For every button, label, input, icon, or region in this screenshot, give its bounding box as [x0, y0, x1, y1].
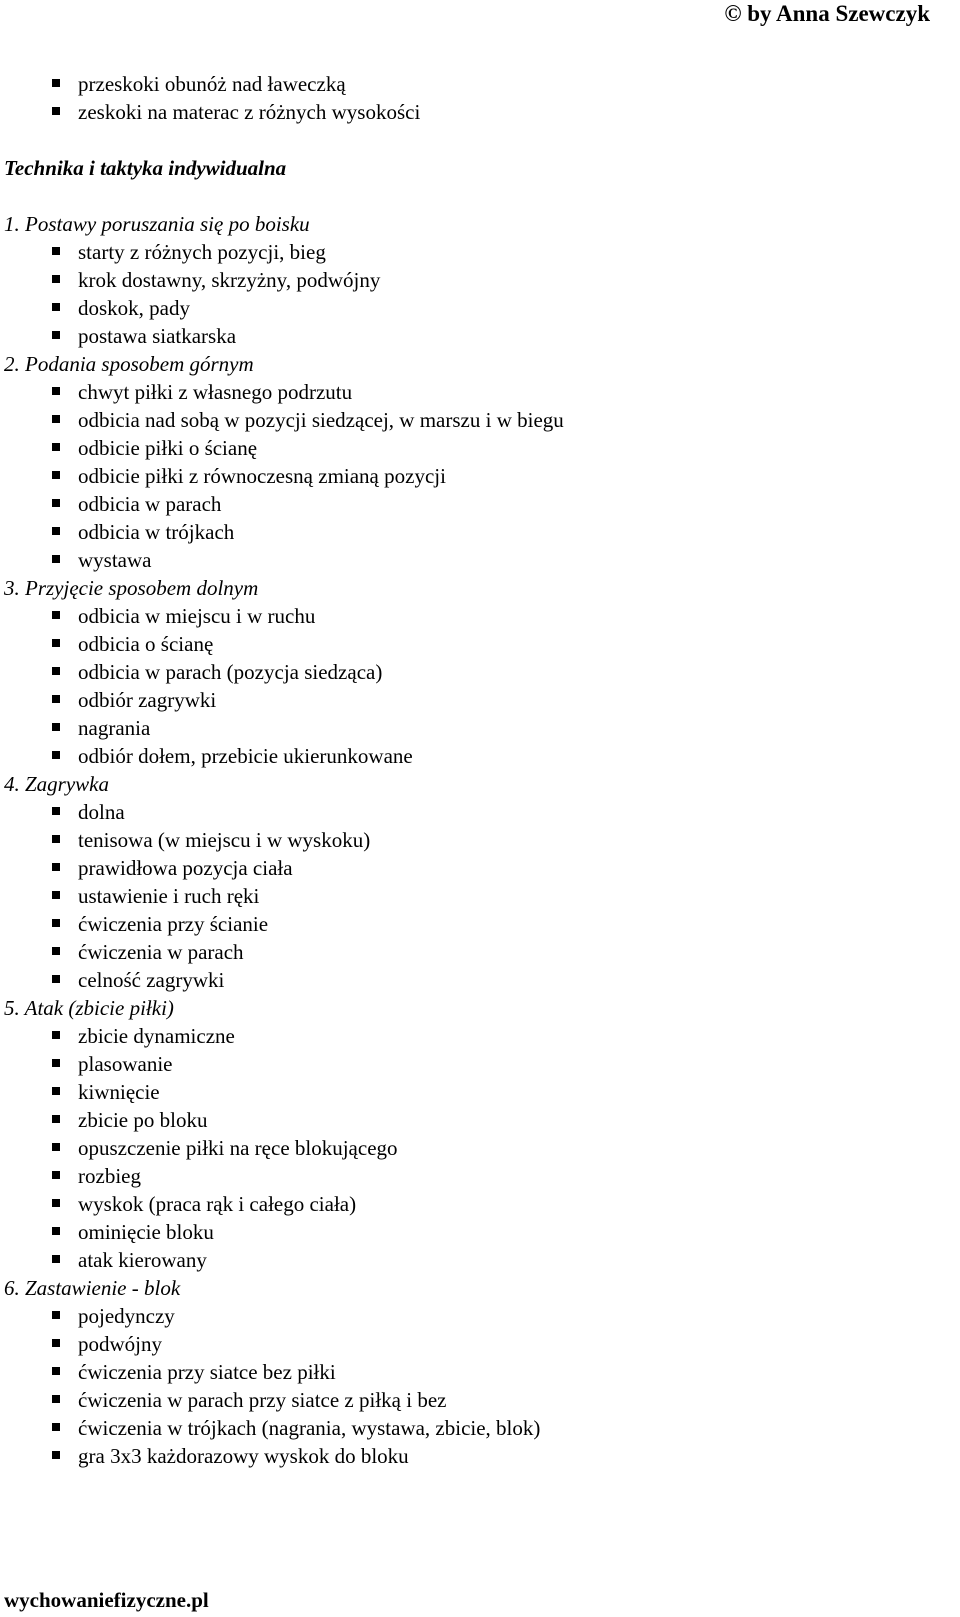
site-footer: wychowaniefizyczne.pl: [4, 1588, 209, 1612]
copyright-header: © by Anna Szewczyk: [724, 1, 930, 26]
list-item: gra 3x3 każdorazowy wyskok do bloku: [4, 1442, 950, 1470]
list-item: odbiór zagrywki: [4, 686, 950, 714]
list-item: ustawienie i ruch ręki: [4, 882, 950, 910]
spacer: [4, 182, 950, 210]
list-item: zbicie po bloku: [4, 1106, 950, 1134]
section-heading: 6. Zastawienie - blok: [4, 1276, 181, 1300]
list-item: zeskoki na materac z różnych wysokości: [4, 98, 950, 126]
list-item: opuszczenie piłki na ręce blokującego: [4, 1134, 950, 1162]
list-item: odbicia nad sobą w pozycji siedzącej, w marszu i w biegu: [4, 406, 950, 434]
list-item: dolna: [4, 798, 950, 826]
list-item: ćwiczenia przy ścianie: [4, 910, 950, 938]
list-item: starty z różnych pozycji, bieg: [4, 238, 950, 266]
list-item: odbicia w trójkach: [4, 518, 950, 546]
list-item: celność zagrywki: [4, 966, 950, 994]
list-item: rozbieg: [4, 1162, 950, 1190]
list-item: odbicie piłki z równoczesną zmianą pozycji: [4, 462, 950, 490]
list-item: wyskok (praca rąk i całego ciała): [4, 1190, 950, 1218]
section-heading: 5. Atak (zbicie piłki): [4, 996, 174, 1020]
list-item: odbiór dołem, przebicie ukierunkowane: [4, 742, 950, 770]
list-item: prawidłowa pozycja ciała: [4, 854, 950, 882]
list-item: odbicia w miejscu i w ruchu: [4, 602, 950, 630]
list-item: odbicie piłki o ścianę: [4, 434, 950, 462]
list-item: nagrania: [4, 714, 950, 742]
list-item: pojedynczy: [4, 1302, 950, 1330]
section-heading: 4. Zagrywka: [4, 772, 109, 796]
section-title: Technika i taktyka indywidualna: [4, 156, 287, 180]
list-item: odbicia w parach: [4, 490, 950, 518]
list-item: zbicie dynamiczne: [4, 1022, 950, 1050]
spacer: [4, 126, 950, 154]
list-item: tenisowa (w miejscu i w wyskoku): [4, 826, 950, 854]
section-heading: 3. Przyjęcie sposobem dolnym: [4, 576, 259, 600]
list-item: odbicia o ścianę: [4, 630, 950, 658]
list-item: postawa siatkarska: [4, 322, 950, 350]
list-item: podwójny: [4, 1330, 950, 1358]
list-item: ćwiczenia w parach przy siatce z piłką i bez: [4, 1386, 950, 1414]
list-item: ćwiczenia przy siatce bez piłki: [4, 1358, 950, 1386]
document-body: [4, 70, 950, 1470]
list-item: odbicia w parach (pozycja siedząca): [4, 658, 950, 686]
list-item: kiwnięcie: [4, 1078, 950, 1106]
list-item: wystawa: [4, 546, 950, 574]
list-item: ominięcie bloku: [4, 1218, 950, 1246]
list-item: atak kierowany: [4, 1246, 950, 1274]
list-item: ćwiczenia w parach: [4, 938, 950, 966]
list-item: krok dostawny, skrzyżny, podwójny: [4, 266, 950, 294]
list-item: doskok, pady: [4, 294, 950, 322]
section-heading: 2. Podania sposobem górnym: [4, 352, 254, 376]
section-heading: 1. Postawy poruszania się po boisku: [4, 212, 310, 236]
list-item: ćwiczenia w trójkach (nagrania, wystawa, zbicie, blok): [4, 1414, 950, 1442]
list-item: przeskoki obunóż nad ławeczką: [4, 70, 950, 98]
list-item: chwyt piłki z własnego podrzutu: [4, 378, 950, 406]
list-item: plasowanie: [4, 1050, 950, 1078]
